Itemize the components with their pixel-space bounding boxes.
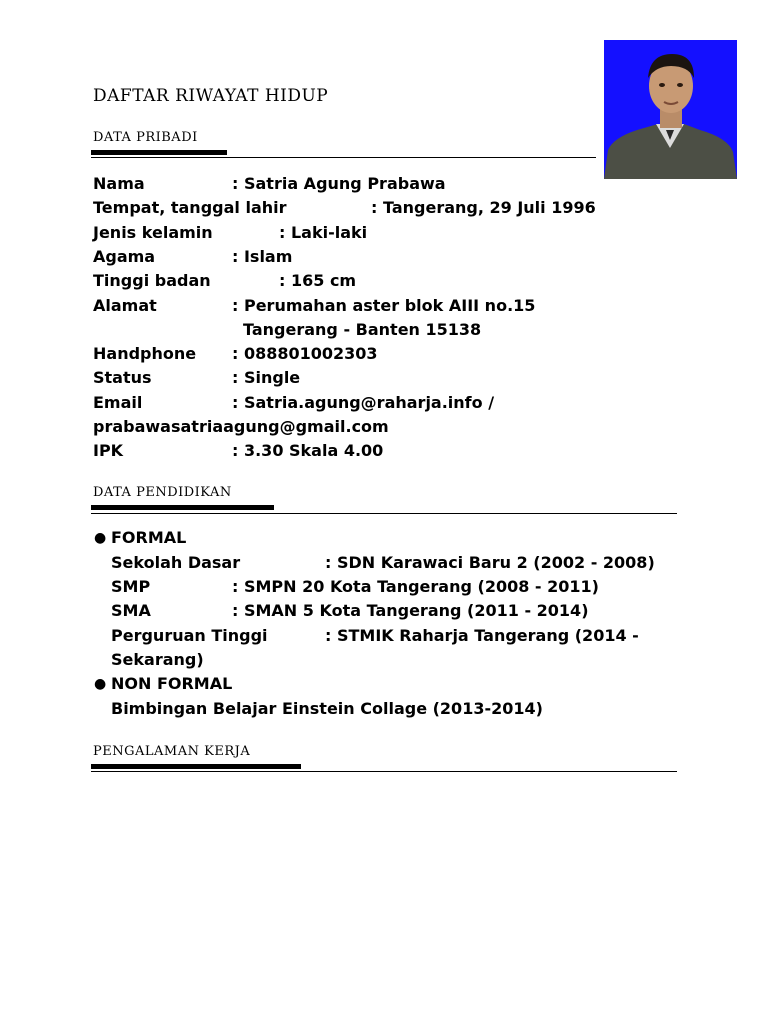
row-label: Nama: [93, 174, 145, 193]
bullet-icon: ●: [94, 676, 107, 692]
row-value: : 165 cm: [279, 271, 357, 290]
row-label: IPK: [93, 441, 124, 460]
section-heading-pengalaman: PENGALAMAN KERJA: [93, 744, 251, 759]
section-underline-thick: [91, 505, 274, 510]
profile-photo: [604, 40, 737, 179]
row-value: : Single: [232, 368, 301, 387]
row-label: Jenis kelamin: [93, 223, 213, 242]
row-label: Email: [93, 393, 143, 412]
row-label: Status: [93, 368, 152, 387]
row-label: Perguruan Tinggi: [111, 626, 268, 645]
row-value: : Tangerang, 29 Juli 1996: [371, 198, 596, 217]
row-value: Tangerang - Banten 15138: [243, 320, 482, 339]
row-label: prabawasatriaagung@gmail.com: [93, 417, 389, 436]
row-value: : Islam: [232, 247, 293, 266]
row-label: Sekarang): [111, 650, 204, 669]
row-label: Bimbingan Belajar Einstein Collage (2013-2014): [111, 699, 543, 718]
row-value: : SMAN 5 Kota Tangerang (2011 - 2014): [232, 601, 589, 620]
row-value: : 3.30 Skala 4.00: [232, 441, 384, 460]
document-title: DAFTAR RIWAYAT HIDUP: [93, 86, 329, 106]
row-label: Alamat: [93, 296, 157, 315]
row-value: : Satria.agung@raharja.info /: [232, 393, 495, 412]
section-underline-thick: [91, 150, 227, 155]
row-value: : Perumahan aster blok AIII no.15: [232, 296, 536, 315]
section-divider: [91, 771, 677, 772]
row-value: : STMIK Raharja Tangerang (2014 -: [325, 626, 639, 645]
row-label: Tempat, tanggal lahir: [93, 198, 287, 217]
row-value: : Satria Agung Prabawa: [232, 174, 446, 193]
row-label: SMP: [111, 577, 151, 596]
row-label: SMA: [111, 601, 151, 620]
row-label: Handphone: [93, 344, 197, 363]
section-divider: [91, 513, 677, 514]
bullet-icon: ●: [94, 530, 107, 546]
section-underline-thick: [91, 764, 301, 769]
row-value: : SMPN 20 Kota Tangerang (2008 - 2011): [232, 577, 599, 596]
row-value: : Laki-laki: [279, 223, 368, 242]
education-heading-nonformal: NON FORMAL: [111, 674, 233, 693]
row-value: : 088801002303: [232, 344, 378, 363]
education-heading-formal: FORMAL: [111, 528, 187, 547]
row-value: : SDN Karawaci Baru 2 (2002 - 2008): [325, 553, 655, 572]
person-photo-icon: [604, 40, 737, 179]
section-divider: [91, 157, 596, 158]
section-heading-pribadi: DATA PRIBADI: [93, 130, 198, 145]
section-heading-pendidikan: DATA PENDIDIKAN: [93, 485, 232, 500]
row-label: Sekolah Dasar: [111, 553, 241, 572]
row-label: Agama: [93, 247, 156, 266]
row-label: Tinggi badan: [93, 271, 211, 290]
